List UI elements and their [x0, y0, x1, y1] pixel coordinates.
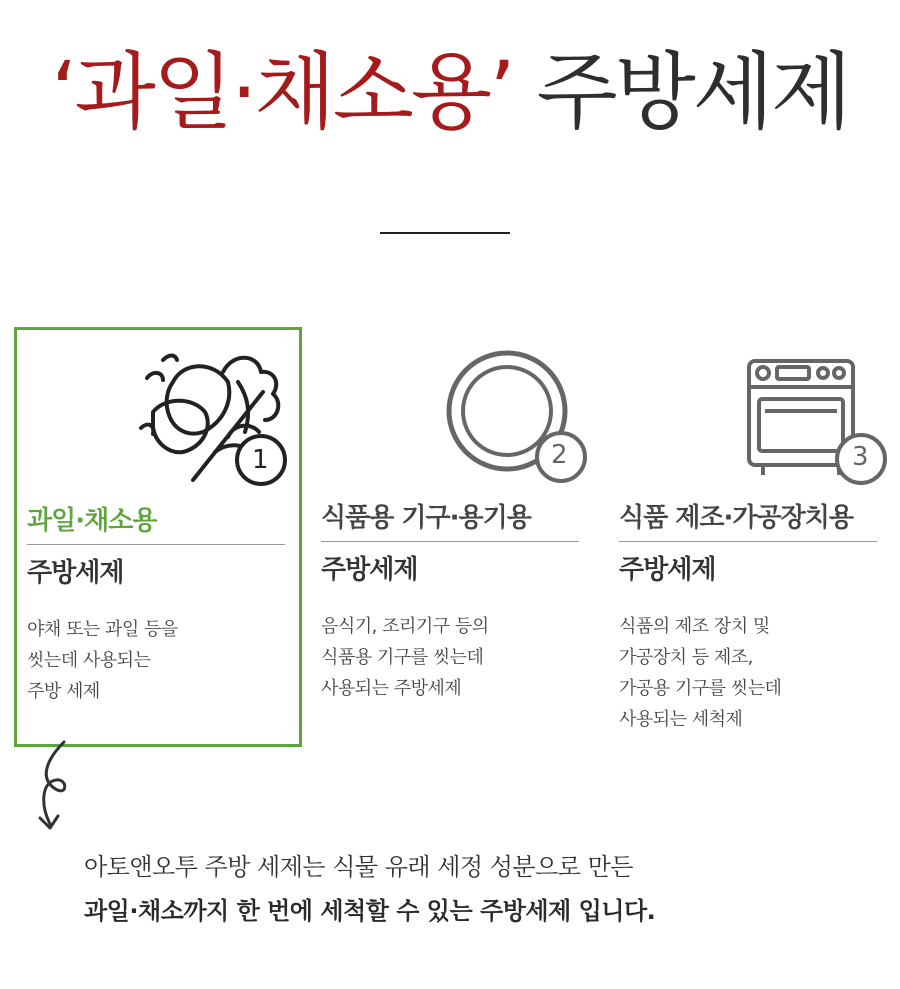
card-number-1: 1 — [252, 445, 269, 475]
card-subtitle: 주방세제 — [619, 555, 716, 585]
desc-line: 씻는데 사용되는 — [27, 650, 151, 671]
page-title — [0, 42, 900, 142]
headline-red-part: ‘과일·채소용’ — [50, 43, 513, 141]
desc-line: 식품용 기구를 씻는데 — [321, 647, 484, 668]
desc-line: 음식기, 조리기구 등의 — [321, 616, 489, 637]
card-divider — [321, 541, 579, 542]
desc-line: 주방 세제 — [27, 681, 100, 702]
footer-line-2: 과일·채소까지 한 번에 세척할 수 있는 주방세제 입니다. — [84, 897, 656, 925]
card-divider — [27, 544, 285, 545]
footer-text — [84, 845, 864, 933]
card-title: 식품용 기구·용기용 — [321, 503, 531, 533]
desc-line: 가공용 기구를 씻는데 — [619, 678, 782, 699]
card-subtitle: 주방세제 — [321, 555, 418, 585]
desc-line: 사용되는 주방세제 — [321, 678, 462, 699]
card-description — [27, 614, 292, 707]
curved-arrow-icon — [34, 738, 84, 842]
footer-line-1: 아토앤오투 주방 세제는 식물 유래 세정 성분으로 만든 — [84, 853, 633, 881]
card-divider — [619, 541, 877, 542]
plate-icon — [439, 347, 599, 491]
card-fruit-vegetable[interactable] — [14, 327, 302, 747]
card-description — [321, 611, 586, 704]
card-description — [619, 611, 884, 735]
card-title: 과일·채소용 — [27, 506, 157, 536]
title-divider — [380, 232, 510, 234]
desc-line: 야채 또는 과일 등을 — [27, 619, 178, 640]
desc-line: 사용되는 세척제 — [619, 709, 743, 730]
vegetables-icon — [133, 342, 293, 494]
headline-dark-part: 주방세제 — [536, 43, 850, 141]
oven-icon — [741, 353, 891, 497]
card-number-2: 2 — [551, 440, 568, 470]
card-title: 식품 제조·가공장치용 — [619, 503, 853, 533]
desc-line: 가공장치 등 제조, — [619, 647, 753, 668]
card-subtitle: 주방세제 — [27, 558, 124, 588]
desc-line: 식품의 제조 장치 및 — [619, 616, 770, 637]
card-food-manufacturing[interactable] — [609, 327, 897, 747]
card-food-utensils[interactable] — [311, 327, 599, 747]
card-number-3: 3 — [852, 442, 869, 472]
